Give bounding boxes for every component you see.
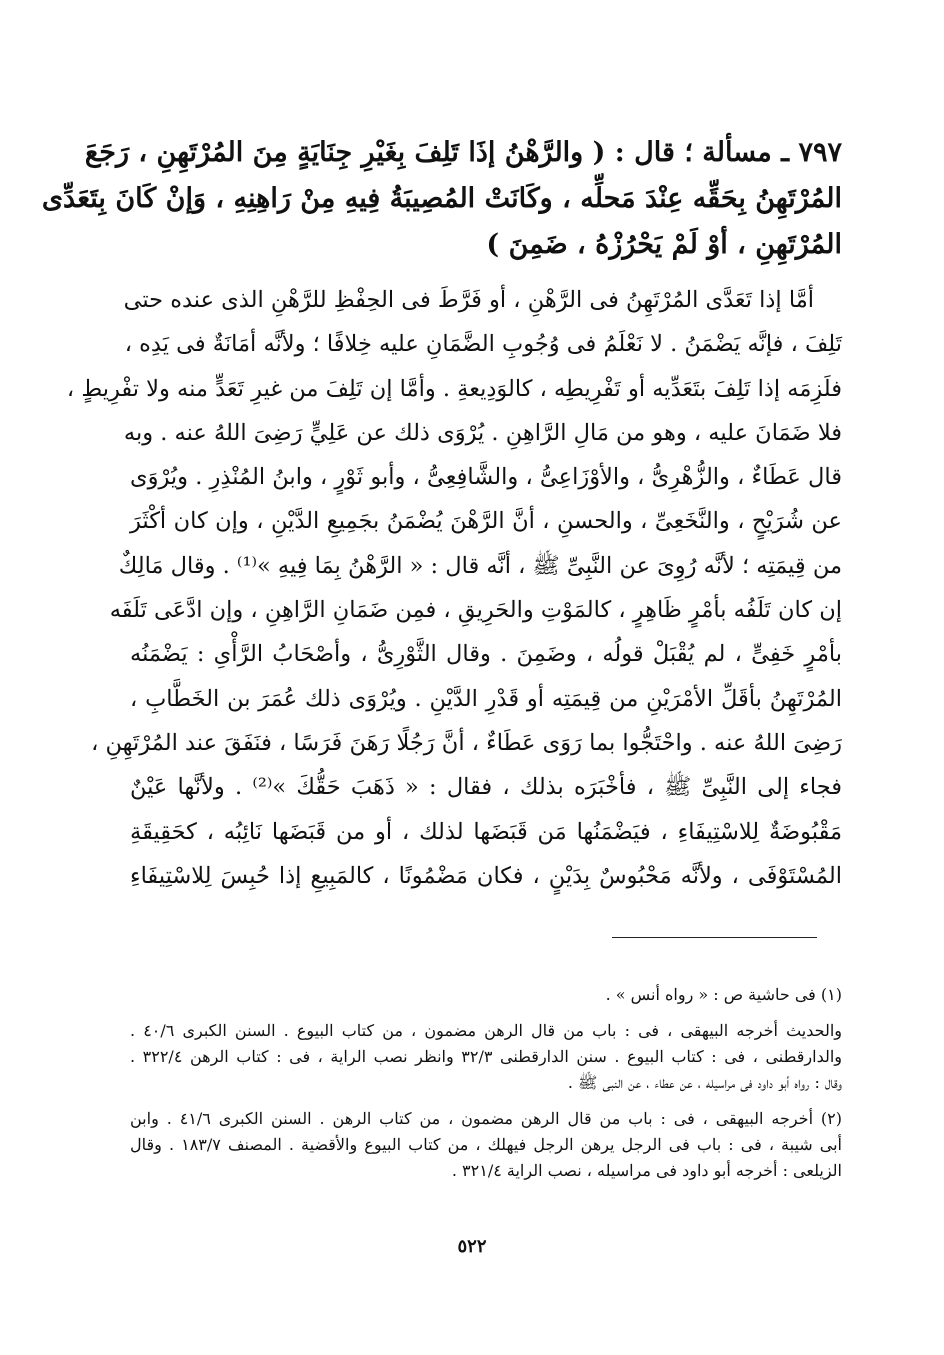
body-line: رَضِىَ اللهُ عنه . واحْتَجُّوا بما رَوَى عَطَاءٌ ، أنَّ رَجُلًا رَهَنَ فَرَسًا ، فنَفَقَ عند المُرْتَهِنِ ، <box>91 729 842 756</box>
body-line: تَلِفَ ، فإنَّه يَضْمَنُ . لا نَعْلَمُ فى وُجُوبِ الضَّمَانِ عليه خِلافًا ؛ ولأنَّه أمَانَةٌ فى يَدِه ، <box>124 331 842 358</box>
page-number: ٥٢٢ <box>457 1236 487 1257</box>
issue-heading <box>41 130 842 268</box>
footnote-line: (١) فى حاشية ص : « رواه أنس » . <box>605 985 842 1004</box>
body-line: إن كان تَلَفُه بأمْرٍ ظَاهِرٍ ، كالمَوْتِ والحَرِيقِ ، فمِن ضَمَانِ الرَّاهِنِ ، وإن ادَّعَى تَلَفَه <box>109 597 842 624</box>
body-line: أمَّا إذا تَعَدَّى المُرْتَهِنُ فى الرَّهْنِ ، أو فَرَّطَ فى الحِفْظِ للرَّهْنِ الذى عنده حتى <box>123 287 814 313</box>
footnote-line: والدارقطنى ، فى : كتاب البيوع . سنن الدارقطنى ٣٢/٣ وانظر نصب الراية ، فى : كتاب الرهن ٣٢٢/٤ . <box>130 1047 843 1066</box>
body-line: فلَزِمَه إذا تَلِفَ بتَعَدِّيه أو تَفْرِيطِه ، كالوَدِيعةِ . وأمَّا إن تَلِفَ من غيرِ تَعَدٍّ منه ولا تفْرِيطٍ ، <box>66 375 842 402</box>
heading-line: المُرْتَهِنُ بِحَقِّه عِنْدَ مَحلِّه ، وكَانَتْ المُصِيبَةُ فِيهِ مِنْ رَاهِنِهِ ، وَإنْ كَانَ بِتَعَدِّى <box>41 183 842 214</box>
footnote-line: وقال : رواه أبو داود فى مراسيله ، عن عطاء ، عن النبى ﷺ . <box>567 1073 842 1092</box>
body-line: بأمْرٍ خَفِىٍّ ، لم يُقْبَلْ قولُه ، وضَمِنَ . وقال الثَّوْرِىُّ ، وأصْحَابُ الرَّأْىِ : يَضْمَنُه <box>130 641 842 668</box>
body-line: فجاء إلى النَّبِىِّ ﷺ ، فأخْبَرَه بذلك ، فقال : « ذَهَبَ حَقُّكَ »⁽²⁾ . ولأنَّها عَيْنٌ <box>130 774 842 801</box>
heading-line: المُرْتَهِنِ ، أوْ لَمْ يَحْرُزْهُ ، ضَمِنَ ) <box>486 229 842 260</box>
footnote-line: (٢) أخرجه البيهقى ، فى : باب من قال الرهن مضمون ، من كتاب الرهن . السنن الكبرى ٤١/٦ . وابن <box>130 1109 843 1128</box>
body-line: المُرْتَهِنُ بأقَلِّ الأمْرَيْنِ من قِيمَتِه أو قَدْرِ الدَّيْنِ . ويُرْوَى ذلك عُمَرَ بن الخَطَّابِ ، <box>130 685 842 712</box>
body-line: عن شُرَيْحٍ ، والنَّخَعِىِّ ، والحسنِ ، أنَّ الرَّهْنَ يُضْمَنُ بجَمِيعِ الدَّيْنِ ، وإن كان أكْثَرَ <box>130 508 842 535</box>
body-text <box>66 278 842 898</box>
heading-line: ٧٩٧ ـ مسألة ؛ قال : ( والرَّهْنُ إذَا تَلِفَ بِغَيْرِ جِنَايَةٍ مِنَ المُرْتَهِنِ ، رَجَعَ <box>84 137 842 168</box>
footnote-line: الزيلعى : أخرجه أبو داود فى مراسيله ، نصب الراية ٣٢١/٤ . <box>451 1161 842 1180</box>
body-line: المُسْتَوْفَى ، ولأنَّه مَحْبُوسٌ بِدَيْنٍ ، فكان مَضْمُونًا ، كالمَبِيعِ إذا حُبِسَ لِلاسْتِيفَاءِ <box>130 862 842 889</box>
body-line: قال عَطَاءٌ ، والزُّهْرِىُّ ، والأوْزَاعِىُّ ، والشَّافِعِىُّ ، وأبو ثَوْرٍ ، وابنُ المُنْذِرِ . ويُرْوَى <box>130 464 842 491</box>
footnotes <box>130 982 842 1184</box>
body-line: فلا ضَمَانَ عليه ، وهو من مَالِ الرَّاهِنِ . يُرْوَى ذلك عن عَلِيٍّ رَضِىَ اللهُ عنه . وبه <box>123 419 842 446</box>
body-line: من قِيمَتِه ؛ لأنَّه رُوِىَ عن النَّبِىِّ ﷺ ، أنَّه قال : « الرَّهْنُ بِمَا فِيهِ »⁽¹⁾ . وقال مَالِكٌ <box>118 552 842 579</box>
footnote-line: أبى شيبة ، فى : باب فى الرجل يرهن الرجل فيهلك ، من كتاب البيوع والأقضية . المصنف ١٨٣/٧ . وقال <box>130 1135 842 1154</box>
footnote-separator <box>612 937 817 938</box>
footnote-line: والحديث أخرجه البيهقى ، فى : باب من قال الرهن مضمون ، من كتاب البيوع . السنن الكبرى ٤٠/٦ . <box>130 1021 843 1040</box>
body-line: مَقْبُوضَةٌ لِلاسْتِيفَاءِ ، فيَضْمَنُها مَن قَبَضَها لذلك ، أو من قَبَضَها نَائِبُه ، كحَقِيقَةِ <box>130 818 842 845</box>
